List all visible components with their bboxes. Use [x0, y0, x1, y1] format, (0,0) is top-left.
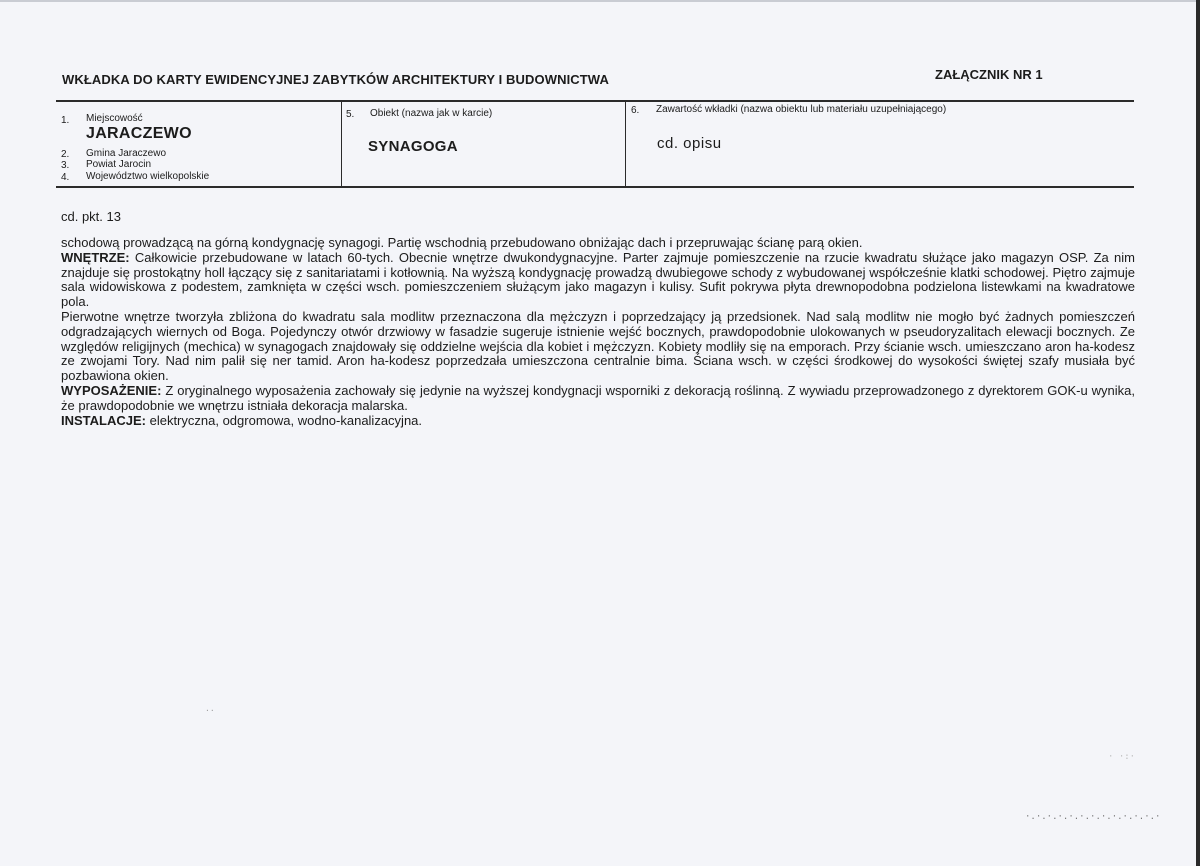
contents-label: Zawartość wkładki (nazwa obiektu lub materiału uzupełniającego)	[656, 104, 947, 115]
page-top-edge	[0, 0, 1200, 2]
field-number: 5.	[346, 109, 355, 120]
field-number: 3.	[61, 160, 70, 171]
field-number: 1.	[61, 115, 70, 126]
installations-heading: INSTALACJE:	[61, 412, 146, 428]
field-number: 6.	[631, 105, 640, 116]
equipment-heading: WYPOSAŻENIE:	[61, 382, 162, 398]
scan-speck: ··	[205, 706, 215, 715]
county-value: Powiat Jarocin	[86, 159, 152, 170]
interior-paragraph	[61, 251, 1135, 310]
interior-heading: WNĘTRZE:	[61, 249, 130, 265]
scan-speck: · ·:·	[1108, 752, 1136, 762]
object-label: Obiekt (nazwa jak w karcie)	[370, 108, 493, 119]
page-right-edge	[1196, 0, 1200, 866]
field-number: 4.	[61, 172, 70, 183]
equipment-text: Z oryginalnego wyposażenia zachowały się jedynie na wyższej kondygnacji wsporniki z dekoracją roślinną. Z wywiadu przeprowadzonego z dyrektorem GOK-u wynika, że prawdopodobnie we wnętrzu istniała dekoracja malarska.	[61, 382, 1135, 413]
continuation-heading: cd. pkt. 13	[61, 209, 121, 224]
metadata-table	[56, 100, 1134, 188]
form-title: WKŁADKA DO KARTY EWIDENCYJNEJ ZABYTKÓW ARCHITEKTURY I BUDOWNICTWA	[62, 72, 609, 87]
column-divider	[625, 102, 626, 188]
scan-speck: ·.·.·.·.·.·.·.·.·.·.·.·.·	[1025, 812, 1161, 822]
annex-label: ZAŁĄCZNIK NR 1	[935, 67, 1043, 82]
province-value: Województwo wielkopolskie	[86, 171, 210, 182]
installations-text: elektryczna, odgromowa, wodno-kanalizacyjna.	[145, 412, 423, 428]
installations-paragraph	[61, 414, 1135, 429]
commune-value: Gmina Jaraczewo	[86, 148, 167, 159]
contents-value: cd. opisu	[657, 135, 722, 152]
paragraph: Pierwotne wnętrze tworzyła zbliżona do kwadratu sala modlitw przeznaczona dla mężczyzn i poprzedzający ją przedsionek. Nad salą modlitw nie mogło być żadnych pomieszczeń odgradzających wiernych od Boga. Pojedynczy otwór drzwiowy w fasadzie sugeruje istnienie wejść bocznych, prawdopodobnie ulokowanych w pseudoryzalitach elewacji bocznych. Ze względów religijnych (mechica) w synagogach znajdowały się oddzielne wejścia dla kobiet i mężczyzn. Kobiety modliły się na emporach. Przy ścianie wsch. umieszczano aron ha-kodesz ze zwojami Tory. Nad nim palił się ner tamid. Aron ha-kodesz poprzedzała umieszczona centralnie bima. Ściana wsch. w części środkowej do wysokości świętej szafy musiała być pozbawiona okien.	[61, 308, 1135, 384]
column-divider	[341, 102, 342, 188]
equipment-paragraph	[61, 384, 1135, 414]
field-number: 2.	[61, 149, 70, 160]
interior-text: Całkowicie przebudowane w latach 60-tych. Obecnie wnętrze dwukondygnacyjne. Parter zajmuje pomieszczenie na rzucie kwadratu służące jako magazyn OSP. Za nim znajduje się prostokątny holl łączący się z sanitariatami i kotłownią. Na wyższą kondygnację prowadzą dwubiegowe schody z wybudowanej współcześnie klatki schodowej. Piętro zajmuje sala widowiskowa z podestem, zamknięta w części wsch. pomieszczeniem służącym jako magazyn i kulisy. Sufit pokrywa płyta drewnopodobna podzielona listewkami na kwadratowe pola.	[61, 249, 1135, 310]
location-label: Miejscowość	[86, 113, 143, 124]
description-body	[61, 236, 1135, 428]
location-value: JARACZEWO	[86, 125, 192, 142]
object-value: SYNAGOGA	[368, 138, 458, 155]
paragraph: schodową prowadzącą na górną kondygnację synagogi. Partię wschodnią przebudowano obniżając dach i przepruwając ścianę parą okien.	[61, 235, 863, 250]
